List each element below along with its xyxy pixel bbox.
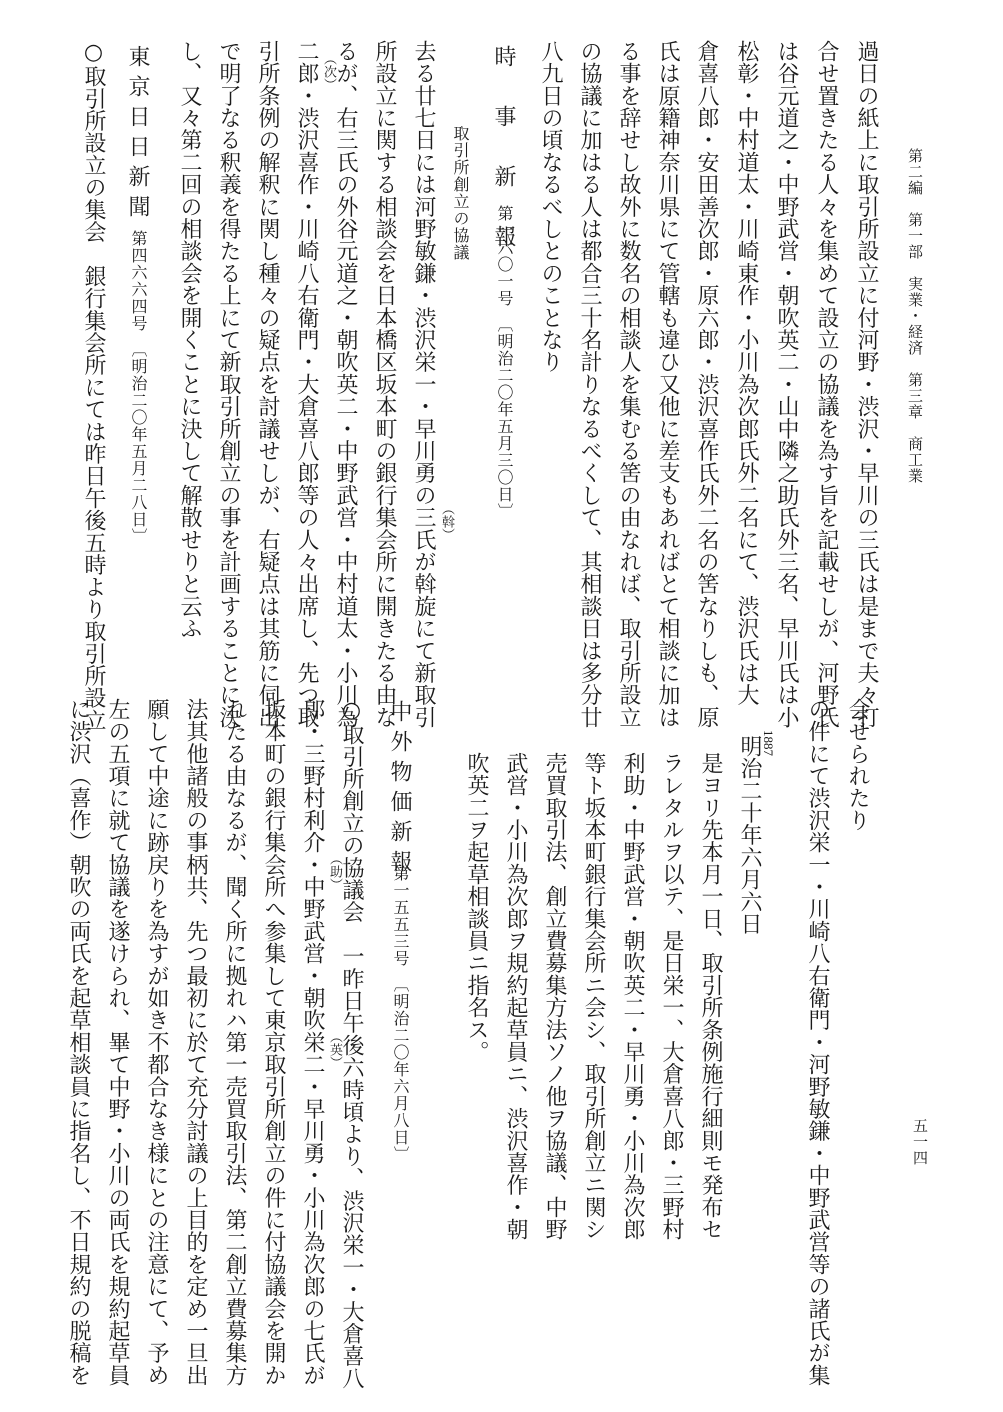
newspaper-title: 東京日日新聞 (125, 45, 150, 225)
page-number: 五一四 (911, 1118, 929, 1166)
record-line: 利助・中野武営・朝吹英二・早川勇・小川為次郎 (620, 752, 645, 1241)
ruby-annotation: （次） (321, 52, 336, 91)
record-line: 等ト坂本町銀行集会所ニ会シ、取引所創立ニ関シ (581, 752, 606, 1241)
text-line: 松彰・中村道太・川崎東作・小川為次郎氏外二名にて、渋沢氏は大 (734, 40, 759, 706)
text-line: 引所条例の解釈に関し種々の疑点を討議せしが、右疑点は其筋に伺出 (255, 40, 280, 729)
record-line: 是ヨリ先本月一日、取引所条例施行細則モ発布セ (698, 752, 723, 1241)
record-date: 明治二十年六月六日 (737, 735, 762, 935)
running-header: 第二編 第一部 実業・経済 第三章 商工業 (906, 148, 924, 484)
newspaper-issue: 第一六〇一号 〔明治二〇年五月三〇日〕 (495, 205, 514, 520)
text-line: 所設立に関する相談会を日本橋区坂本町の銀行集会所に開きたる由な (372, 40, 397, 729)
text-line: に渋沢（喜作）朝吹の両氏を起草相談員に指名し、不日規約の脱稿を (66, 698, 91, 1387)
record-line: 吹英二ヲ起草相談員ニ指名ス。 (464, 752, 489, 1063)
newspaper-issue: 第四六六四号 〔明治二〇年五月二八日〕 (129, 230, 148, 545)
text-line: で明了なる釈義を得たる上にて新取引所創立の事を計画することに決 (216, 40, 241, 729)
text-line: ○取引所設立の集会 銀行集会所にては昨日午後五時より取引所設立 (81, 40, 106, 732)
record-line: 武営・小川為次郎ヲ規約起草員ニ、渋沢喜作・朝 (503, 752, 528, 1241)
ruby-annotation: （助） (327, 852, 342, 891)
year-note: 1887 (761, 730, 776, 756)
text-line: 過日の紙上に取引所設立に付河野・渋沢・早川の三氏は是まで夫々打 (854, 40, 879, 729)
ruby-annotation: （斡） (439, 502, 454, 541)
record-line: 売買取引法、創立費募集方法ソノ他ヲ協議、中野 (542, 752, 567, 1241)
text-line: 法其他諸般の事柄共、先つ最初に於て充分討議の上目的を定め一旦出 (183, 698, 208, 1387)
text-line: 郎・三野村利介・中野武営・朝吹栄二・早川勇・小川為次郎の七氏が (300, 698, 325, 1387)
text-line: 去る廿七日には河野敏鎌・渋沢栄一・早川勇の三氏が斡旋にて新取引 (411, 40, 436, 729)
text-line: 倉喜八郎・安田善次郎・原六郎・渋沢喜作氏外二名の筈なりしも、原 (694, 40, 719, 729)
article-title: 取引所創立の協議 (451, 125, 470, 261)
text-line: 願して中途に跡戻りを為すが如き不都合なき様にとの注意にて、予め (144, 698, 169, 1387)
text-line: れたる由なるが、聞く所に拠れハ第一売買取引法、第二創立費募集方 (222, 698, 247, 1387)
text-line: の件にて渋沢栄一・川崎八右衛門・河野敏鎌・中野武営等の諸氏が集 (805, 698, 830, 1387)
text-line: の協議に加はる人は都合三十名計りなるべくして、其相談日は多分廿 (577, 40, 602, 729)
text-line: 会せられたり (845, 698, 870, 832)
text-line: るが、右三氏の外谷元道之・朝吹英二・中野武営・中村道太・小川為 (333, 40, 358, 729)
text-line: 八九日の頃なるべしとのことなり (538, 40, 563, 373)
text-line: る事を辞せし故外に数名の相談人を集むる筈の由なれば、取引所設立 (616, 40, 641, 729)
text-line: 左の五項に就て協議を遂けられ、畢て中野・小川の両氏を規約起草員 (105, 698, 130, 1387)
text-line: 坂本町の銀行集会所へ参集して東京取引所創立の件に付協議会を開か (261, 698, 286, 1387)
text-line: 合せ置きたる人々を集めて設立の協議を為す旨を記載せしが、河野氏 (814, 40, 839, 729)
newspaper-title: 時 事 新 報 (491, 45, 516, 255)
text-line: ○取引所創立の協議会 一昨日午後六時頃より、渋沢栄一・大倉喜八 (339, 698, 364, 1390)
text-line: 氏は原籍神奈川県にて管轄も違ひ又他に差支もあればとて相談に加は (655, 40, 680, 729)
newspaper-issue: 第一五五三号 〔明治二〇年六月八日〕 (391, 865, 410, 1163)
newspaper-title: 中外物価新報 (387, 700, 412, 880)
text-line: し、又々第二回の相談会を開くことに決して解散せりと云ふ (177, 40, 202, 640)
ruby-annotation: （英） (327, 1030, 342, 1069)
text-line: 二郎・渋沢喜作・川崎八右衛門・大倉喜八郎等の人々出席し、先つ取 (294, 40, 319, 729)
text-line: は谷元道之・中野武営・朝吹英二・山中隣之助氏外三名、早川氏は小 (774, 40, 799, 729)
record-line: ラレタルヲ以テ、是日栄一、大倉喜八郎・三野村 (659, 752, 684, 1241)
